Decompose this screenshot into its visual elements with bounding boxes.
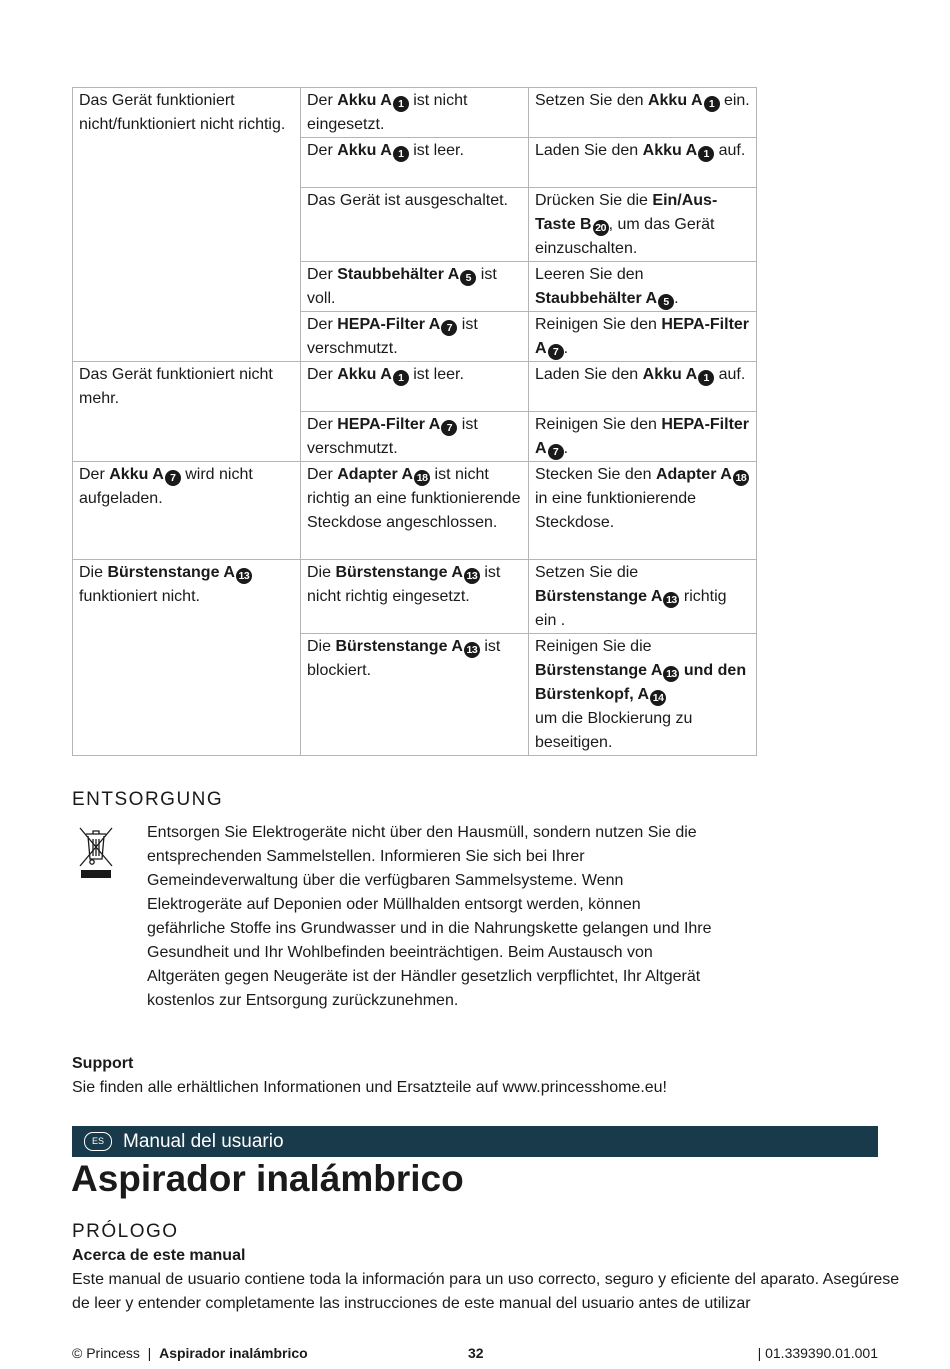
cause-text: Der (307, 366, 338, 383)
cause-text: ist leer. (408, 366, 464, 383)
page-number: 32 (468, 1345, 484, 1361)
support-heading: Support (72, 1055, 134, 1072)
part-name: und den Bürstenkopf, A (535, 662, 747, 703)
part-name: Akku A (337, 142, 392, 159)
cause-text: Der (307, 416, 338, 433)
cause-cell (301, 462, 529, 560)
problem-cell (73, 462, 301, 560)
part-name: Bürstenstange A (335, 564, 463, 581)
part-name: Akku A (337, 92, 392, 109)
solution-cell (529, 462, 757, 560)
solution-cell (529, 362, 757, 412)
solution-text: um die Blockierung zu beseitigen. (535, 710, 693, 751)
solution-text: Leeren Sie den (535, 266, 644, 283)
solution-text: auf. (714, 366, 746, 383)
footer-left (72, 1343, 308, 1363)
cause-text: Der (307, 142, 338, 159)
solution-text: Drücken Sie die (535, 192, 653, 209)
part-number-badge: 7 (441, 420, 457, 436)
cause-cell (301, 560, 529, 634)
problem-cell (73, 362, 301, 462)
cause-cell (301, 362, 529, 412)
solution-text: Setzen Sie die (535, 564, 639, 581)
page-footer (72, 1343, 878, 1363)
weee-crossed-bin-icon (78, 825, 114, 881)
cause-cell (301, 188, 529, 262)
banner-title: Manual del usuario (123, 1130, 284, 1152)
cause-text: Das Gerät ist ausgeschaltet. (307, 192, 508, 209)
part-name: Bürstenstange A (535, 588, 663, 605)
prologo-section (72, 1244, 902, 1316)
prologo-text: Este manual de usuario contiene toda la información para un uso correcto, seguro y eficiente del aparato. Asegúrese de leer y entender completamente las instrucciones de este manual del usuario antes de utilizar (72, 1271, 900, 1312)
part-name: HEPA-Filter A (535, 416, 750, 457)
part-number-badge: 13 (663, 666, 679, 682)
solution-cell (529, 412, 757, 462)
part-name: Staubbehälter A (337, 266, 460, 283)
troubleshooting-table (72, 87, 757, 756)
cause-text: ist voll. (307, 266, 497, 307)
part-name: Bürstenstange A (335, 638, 463, 655)
cause-text: ist nicht richtig an eine funktionierende Steckdose angeschlossen. (307, 466, 521, 531)
problem-text: Das Gerät funktioniert nicht mehr. (79, 366, 273, 407)
cause-text: Der (307, 92, 338, 109)
cause-cell (301, 634, 529, 756)
part-number-badge: 7 (441, 320, 457, 336)
cause-text: ist nicht richtig eingesetzt. (307, 564, 501, 605)
solution-cell (529, 312, 757, 362)
part-name: Staubbehälter A (535, 290, 658, 307)
part-number-badge: 18 (414, 470, 430, 486)
cause-cell (301, 138, 529, 188)
part-number-badge: 1 (393, 146, 409, 162)
problem-text: Der (79, 466, 110, 483)
part-name: HEPA-Filter A (535, 316, 750, 357)
product-title: Aspirador inalámbrico (71, 1158, 464, 1199)
part-number-badge: 13 (236, 568, 252, 584)
solution-cell (529, 560, 757, 634)
part-name: Akku A (109, 466, 164, 483)
footer-brand: © Princess (72, 1345, 140, 1361)
problem-cell (73, 88, 301, 362)
solution-cell (529, 138, 757, 188)
prologo-subheading: Acerca de este manual (72, 1247, 246, 1264)
cause-text: Der (307, 266, 338, 283)
cause-text: Der (307, 466, 338, 483)
document-id: | 01.339390.01.001 (757, 1345, 878, 1361)
disposal-paragraph: Entsorgen Sie Elektrogeräte nicht über den Hausmüll, sondern nutzen Sie die entsprechenden Sammelstellen. Informieren Sie sich bei Ihrer Gemeindeverwaltung über die verfügbaren Sammelsysteme. Wenn Elektrogeräte auf Deponien oder Müllhalden entsorgt werden, können gefährliche Stoffe ins Grundwasser und in die Nahrungskette gelangen und Ihre Gesundheit und Ihr Wohlbefinden beeinträchtigen. Beim Austausch von Altgeräten gegen Neugeräte ist der Händler gesetzlich verpflichtet, Ihr Altgerät kostenlos zur Entsorgung zurückzunehmen. (147, 824, 712, 1009)
solution-text: richtig ein . (535, 588, 727, 629)
part-number-badge: 20 (593, 220, 609, 236)
part-name: Adapter A (337, 466, 414, 483)
part-name: Akku A (642, 366, 698, 383)
cause-text: Die (307, 638, 336, 655)
part-name: Bürstenstange A (107, 564, 235, 581)
problem-text: Das Gerät funktioniert nicht/funktioniert nicht richtig. (79, 92, 286, 133)
part-number-badge: 14 (650, 690, 666, 706)
part-name: HEPA-Filter A (337, 316, 441, 333)
solution-text: Reinigen Sie den (535, 316, 662, 333)
part-number-badge: 1 (698, 146, 714, 162)
cause-cell (301, 312, 529, 362)
part-number-badge: 1 (698, 370, 714, 386)
solution-text: Laden Sie den (535, 142, 643, 159)
cause-text: ist nicht eingesetzt. (307, 92, 468, 133)
part-number-badge: 7 (548, 344, 564, 360)
part-name: Adapter A (655, 466, 732, 483)
solution-text: Laden Sie den (535, 366, 643, 383)
solution-text: . (674, 290, 679, 307)
part-name: Bürstenstange A (535, 662, 663, 679)
cause-text: Die (307, 564, 336, 581)
cause-cell (301, 412, 529, 462)
problem-text: wird nicht aufgeladen. (79, 466, 253, 507)
solution-cell (529, 634, 757, 756)
part-number-badge: 13 (663, 592, 679, 608)
part-name: Akku A (642, 142, 698, 159)
part-name: HEPA-Filter A (337, 416, 441, 433)
part-number-badge: 7 (165, 470, 181, 486)
solution-cell (529, 88, 757, 138)
part-number-badge: 13 (464, 568, 480, 584)
part-number-badge: 18 (733, 470, 749, 486)
language-section-banner (72, 1126, 878, 1157)
part-number-badge: 5 (460, 270, 476, 286)
solution-text: auf. (714, 142, 746, 159)
solution-cell (529, 262, 757, 312)
cause-text: Der (307, 316, 338, 333)
problem-text: funktioniert nicht. (79, 588, 200, 605)
footer-product: Aspirador inalámbrico (159, 1345, 308, 1361)
part-number-badge: 1 (704, 96, 720, 112)
solution-text: ein. (719, 92, 750, 109)
cause-text: ist blockiert. (307, 638, 501, 679)
solution-text: Stecken Sie den (535, 466, 656, 483)
solution-text: , um das Gerät einzuschalten. (535, 216, 715, 257)
disposal-heading: ENTSORGUNG (72, 789, 224, 810)
footer-separator: | (147, 1345, 152, 1361)
part-name: Akku A (647, 92, 703, 109)
prologo-heading: PRÓLOGO (72, 1221, 179, 1242)
solution-text: Reinigen Sie den (535, 416, 662, 433)
cause-text: ist leer. (408, 142, 464, 159)
support-text: Sie finden alle erhältlichen Informationen und Ersatzteile auf www.princesshome.eu! (72, 1079, 667, 1096)
problem-text: Die (79, 564, 108, 581)
cause-cell (301, 262, 529, 312)
part-number-badge: 1 (393, 370, 409, 386)
solution-text: Reinigen Sie die (535, 638, 652, 655)
cause-text: ist verschmutzt. (307, 416, 478, 457)
problem-cell (73, 560, 301, 756)
cause-cell (301, 88, 529, 138)
part-number-badge: 13 (464, 642, 480, 658)
solution-text: Setzen Sie den (535, 92, 648, 109)
part-number-badge: 5 (658, 294, 674, 310)
support-section (72, 1052, 872, 1100)
language-badge: ES (84, 1132, 112, 1151)
solution-text: . (563, 440, 569, 457)
solution-text: . (563, 340, 569, 357)
solution-text: in eine funktionierende Steckdose. (535, 490, 697, 531)
cause-text: ist verschmutzt. (307, 316, 478, 357)
solution-cell (529, 188, 757, 262)
part-name: Akku A (337, 366, 392, 383)
part-number-badge: 1 (393, 96, 409, 112)
part-name: Ein/Aus-Taste B (535, 192, 718, 233)
part-number-badge: 7 (548, 444, 564, 460)
